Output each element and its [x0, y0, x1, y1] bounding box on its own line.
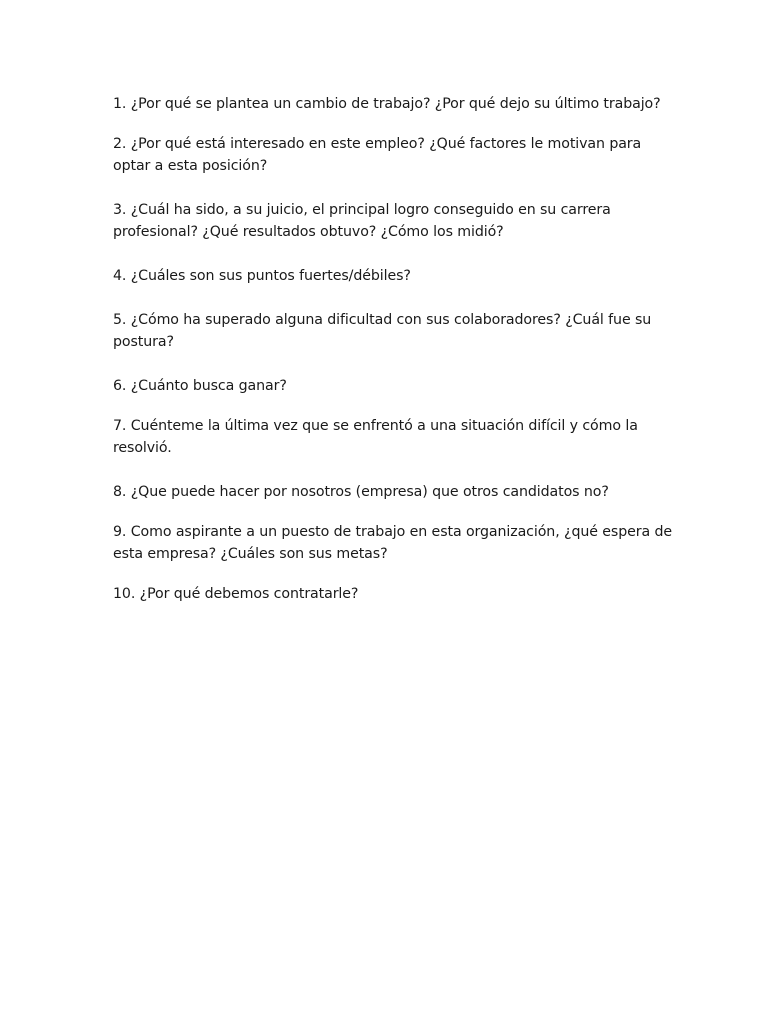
question-9: 9. Como aspirante a un puesto de trabajo en esta organización, ¿qué espera de esta empresa? ¿Cuáles son sus metas?	[113, 524, 673, 562]
question-3: 3. ¿Cuál ha sido, a su juicio, el principal logro conseguido en su carrera profesional? ¿Qué resultados obtuvo? ¿Cómo los midió?	[113, 202, 611, 240]
question-2: 2. ¿Por qué está interesado en este empleo? ¿Qué factores le motivan para optar a esta posición?	[113, 136, 642, 174]
question-list	[113, 93, 673, 605]
question-4: 4. ¿Cuáles son sus puntos fuertes/débiles?	[113, 268, 411, 284]
question-8: 8. ¿Que puede hacer por nosotros (empresa) que otros candidatos no?	[113, 484, 609, 500]
question-10: 10. ¿Por qué debemos contratarle?	[113, 586, 359, 602]
question-1: 1. ¿Por qué se plantea un cambio de trabajo? ¿Por qué dejo su último trabajo?	[113, 96, 661, 112]
question-6: 6. ¿Cuánto busca ganar?	[113, 378, 287, 394]
question-7: 7. Cuénteme la última vez que se enfrentó a una situación difícil y cómo la resolvió.	[113, 418, 638, 456]
question-5: 5. ¿Cómo ha superado alguna dificultad con sus colaboradores? ¿Cuál fue su postura?	[113, 312, 652, 350]
